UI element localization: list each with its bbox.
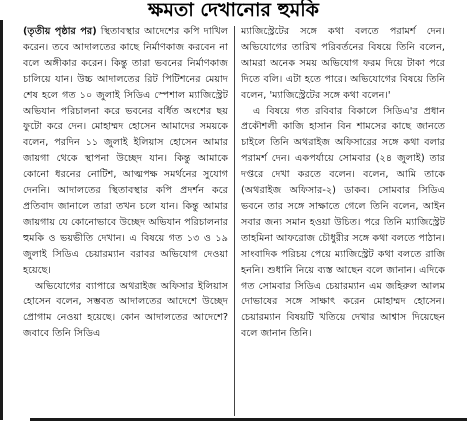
article-paragraph: এ বিষয়ে গত রবিবার বিকালে সিডিএ'র প্রধান প্রকৌশলী কাজি হাসান বিন শামসের কাছে জানতে চাইলে তিনি অথরাইজ অফিসারের সঙ্গে কথা বলার পরামর্শ দেন। একপর্যায়ে সোমবার (২৪ জুলাই) তার দপ্তরে দেখা করতে বলেন। বলেন, আমি তাকে (অথরাইজ অফিসার-২) ডাকব। সোমবার সিডিএ ভবনে তার সঙ্গে সাক্ষাতে গেলে তিনি বলেন, আইন সবার জন্য সমান হওয়া উচিত। পরে তিনি ম্যাজিস্ট্রেট তাহমিনা আফরোজ চৌধুরীর সঙ্গে কথা বলতে পাঠান। সাংবাদিক পরিচয় পেয়ে ম্যাজিস্ট্রেট কথা বলতে রাজি হননি। শুধানি নিয়ে ব্যস্ত আছেন বলে জানান। এদিকে গত সোমবার সিডিএ চেয়ারম্যান এম জহিরুল আলম দোভাষের সঙ্গে সাক্ষাৎ করেন মোহাম্মদ হোসেন। চেয়ারম্যান বিষয়টি খতিয়ে দেখার আশ্বাস দিয়েছেন বলে জানান তিনি। bbox=[241, 105, 445, 340]
bottom-rule bbox=[30, 418, 467, 421]
column-divider bbox=[234, 26, 235, 416]
article-left-column bbox=[23, 24, 228, 416]
paragraph-text: স্থিতাবস্থার আদেশের কপি দাখিল করেন। তবে আদালতের কাছে নির্মাণকাজ করবেন না বলে অঙ্গীকার করেন। কিন্তু তারা ভবনের নির্মাণকাজ চালিয়ে যান। উচ্চ আদালতের রিট পিটিশনের মেয়াদ শেষ হলে গত ১০ জুলাই সিডিএ স্পেশাল ম্যাজিস্ট্রেট অভিযান পরিচালনা করে ভবনের বর্ধিত অংশের ছয় ফুটো করে দেন। মোহাম্মদ হোসেন আমাদের সময়কে বলেন, পরদিন ১১ জুলাই ইলিয়াস হোসেন আমার জায়গা থেকে স্থাপনা উচ্ছেদ যান। কিন্তু আমাকে কোনো ধরনের নোটিশ, আত্মপক্ষ সমর্থনের সুযোগ দেননি। আদালতের স্থিতাবস্থার কপি প্রদর্শন করে প্রতিবাদ জানালে তারা তখন চলে যান। কিন্তু আমার জায়গায় যে কোনোভাবে উচ্ছেদ অভিযান পরিচালনার হুমকি ও ভয়ভীতি দেখান। এ বিষয়ে গত ১৩ ও ১৯ জুলাই সিডিএ চেয়ারম্যান বরাবর অভিযোগ দেওয়া হয়েছে। bbox=[23, 26, 228, 276]
continuation-label: (তৃতীয় পৃষ্ঠার পর) bbox=[23, 26, 97, 37]
left-margin-rule bbox=[0, 20, 3, 420]
article-paragraph bbox=[23, 24, 228, 279]
article-right-column bbox=[241, 24, 445, 419]
article-paragraph: ম্যাজিস্ট্রেটের সঙ্গে কথা বলতে পরামর্শ দেন। অভিযোগের তারিখ পরিবর্তনের বিষয়ে তিনি বলেন, আমরা অনেক সময় অভিযোগ ফরম দিয়ে টাকা পরে দিতে বলি। এটা হতে পারে। অভিযোগের বিষয়ে তিনি বলেন, 'ম্যাজিস্ট্রেটের সঙ্গে কথা বলেন।' bbox=[241, 26, 445, 101]
article-paragraph: অভিযোগের ব্যাপারে অথরাইজ অফিসার ইলিয়াস হোসেন বলেন, সম্ভবত আদালতের আদেশে উচ্ছেদ প্রোগাম নেওয়া হয়েছে। কোন আদালতের আদেশে? জবাবে তিনি সিডিএ bbox=[23, 280, 228, 340]
headline: ক্ষমতা দেখানোর হুমকি bbox=[148, 0, 319, 21]
